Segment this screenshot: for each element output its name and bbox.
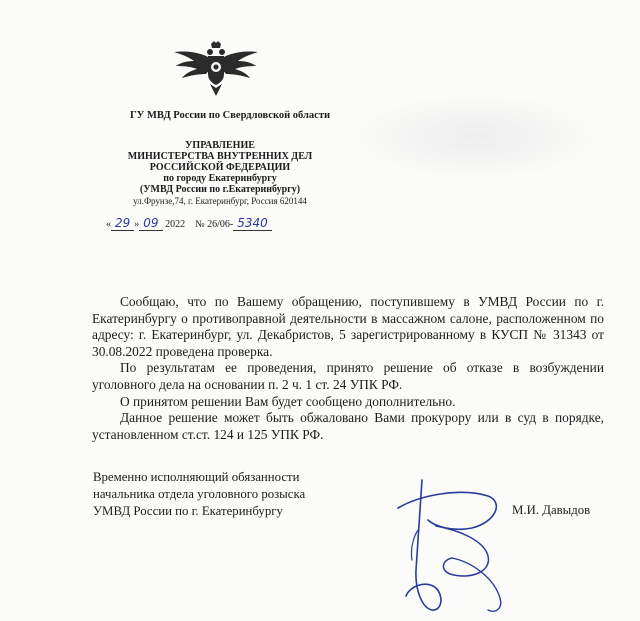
address-line: ул.Фрунзе,74, г. Екатеринбург, Россия 620144 <box>133 196 307 206</box>
signature-title-block <box>93 469 305 520</box>
date-number-line <box>106 216 272 230</box>
handwritten-signature-icon <box>392 470 512 620</box>
signer-name: М.И. Давыдов <box>512 503 591 517</box>
number-prefix: 26/06- <box>207 219 234 230</box>
body-paragraph: Данное решение может быть обжаловано Вами прокурору или в суд в порядке, установленном ст.ст. 124 и 125 УПК РФ. <box>92 410 604 442</box>
number-handwritten: 5340 <box>233 216 272 231</box>
signature-title-line: Временно исполняющий обязанности <box>93 470 300 484</box>
dept-line: по городу Екатеринбургу <box>163 173 277 184</box>
scan-smudge <box>340 92 610 182</box>
dept-line: УПРАВЛЕНИЕ <box>185 140 255 151</box>
date-year: 2022 <box>165 219 186 230</box>
date-close-quote: » <box>134 219 140 230</box>
signature-title-line: УМВД России по г. Екатеринбургу <box>93 504 283 518</box>
date-open-quote: « <box>106 219 111 230</box>
letter-body <box>92 294 604 443</box>
org-line: ГУ МВД России по Свердловской области <box>129 110 331 121</box>
mvd-eagle-emblem-icon <box>170 40 262 98</box>
dept-line: РОССИЙСКОЙ ФЕДЕРАЦИИ <box>149 162 291 173</box>
body-paragraph: О принятом решении Вам будет сообщено дополнительно. <box>120 393 456 409</box>
date-day: 29 <box>111 216 134 231</box>
number-label: № <box>195 219 205 230</box>
dept-line: (УМВД России по г.Екатеринбургу) <box>139 184 301 195</box>
body-paragraph: Сообщаю, что по Вашему обращению, поступившему в УМВД России по г. Екатеринбургу о противоправной деятельности в массажном салоне, расположенном по адресу: г. Екатеринбург, ул. Декабристов, 5 зарегистрированному в КУСП № 31343 от 30.08.2022 проведена проверка. <box>92 294 604 359</box>
dept-line: МИНИСТЕРСТВА ВНУТРЕННИХ ДЕЛ <box>127 151 313 162</box>
department-block <box>110 140 330 195</box>
body-paragraph: По результатам ее проведения, принято решение об отказе в возбуждении уголовного дела на основании п. 2 ч. 1 ст. 24 УПК РФ. <box>92 360 604 392</box>
signature-title-line: начальника отдела уголовного розыска <box>93 487 306 501</box>
date-month: 09 <box>139 216 162 231</box>
